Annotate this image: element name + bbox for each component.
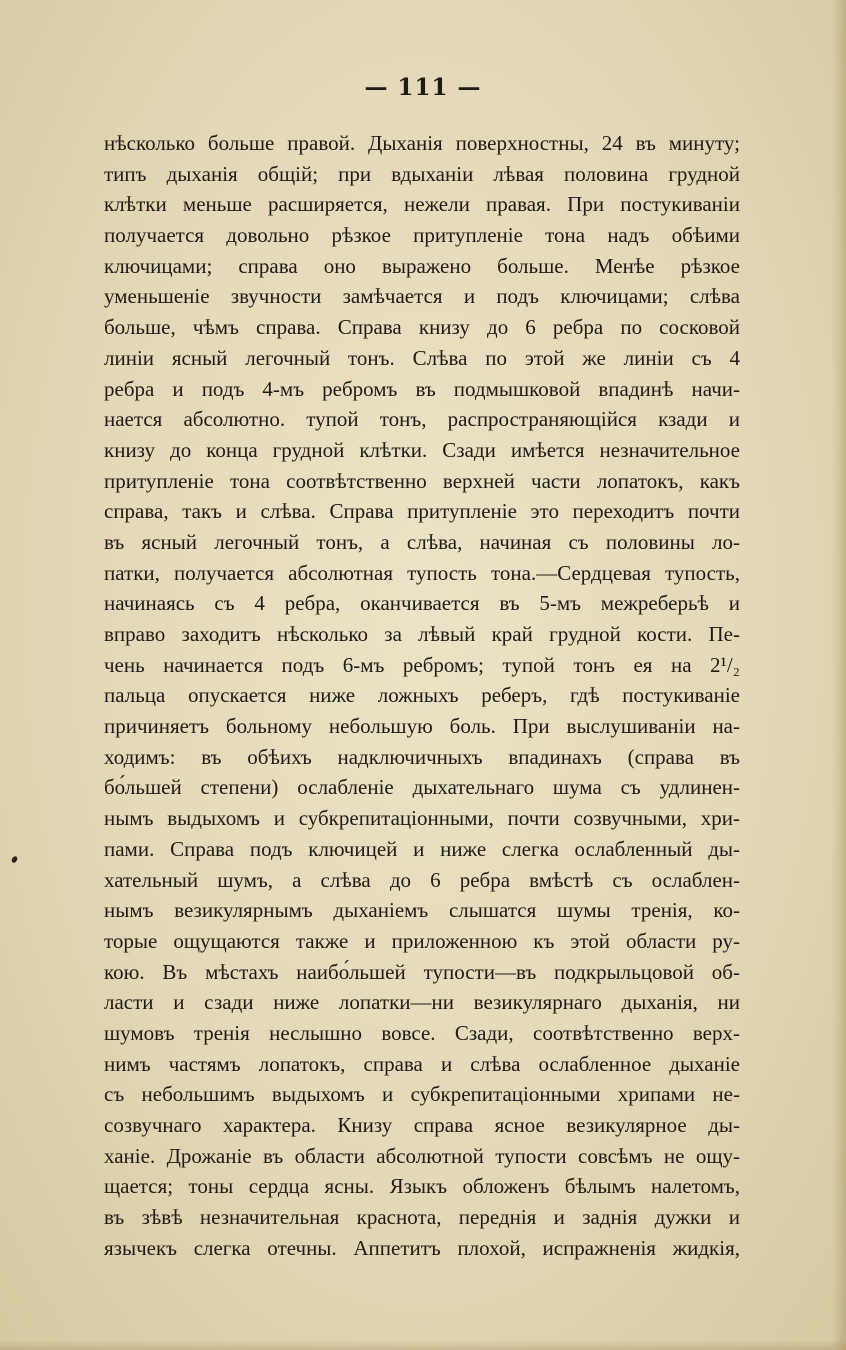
text-line: хательный шумъ, а слѣва до 6 ребра вмѣстѣ съ ослаблен-	[104, 867, 740, 892]
text-line: пами. Справа подъ ключицей и ниже слегка ослабленный ды-	[104, 836, 740, 861]
page-edge-shadow	[832, 0, 846, 1350]
ink-speck	[11, 855, 19, 864]
text-line: притупленіе тона соотвѣтственно верхней части лопатокъ, какъ	[104, 468, 740, 493]
text-line: чень начинается подъ 6-мъ ребромъ; тупой тонъ ея на 2¹/₂	[104, 652, 740, 677]
text-line: справа, такъ и слѣва. Справа притупленіе это переходитъ почти	[104, 499, 740, 524]
text-line: ходимъ: въ обѣихъ надключичныхъ впадинахъ (справа въ	[104, 744, 740, 769]
text-line: ханіе. Дрожаніе въ области абсолютной тупости совсѣмъ не ощу-	[104, 1143, 740, 1168]
text-line: нается абсолютно. тупой тонъ, распространяющійся кзади и	[104, 407, 740, 432]
body-text	[104, 128, 740, 1263]
text-line: ласти и сзади ниже лопатки—ни везикулярнаго дыханія, ни	[104, 990, 740, 1015]
text-line: уменьшеніе звучности замѣчается и подъ ключицами; слѣва	[104, 284, 740, 309]
text-line: нѣсколько больше правой. Дыханія поверхностны, 24 въ минуту;	[104, 131, 740, 155]
text-line: язычекъ слегка отечны. Аппетитъ плохой, испражненія жидкія,	[104, 1235, 740, 1260]
text-line: въ ясный легочный тонъ, а слѣва, начиная съ половины ло-	[104, 529, 740, 554]
page-number: — 111 —	[364, 74, 482, 101]
text-line: линіи ясный легочный тонъ. Слѣва по этой же линіи съ 4	[104, 345, 740, 370]
page-bottom-shadow	[0, 1340, 846, 1350]
text-line: больше, чѣмъ справа. Справа книзу до 6 ребра по сосковой	[104, 315, 740, 340]
text-line: вправо заходитъ нѣсколько за лѣвый край грудной кости. Пе-	[104, 622, 740, 646]
text-line: патки, получается абсолютная тупость тона.—Сердцевая тупость,	[104, 560, 740, 585]
text-line: нымъ выдыхомъ и субкрепитаціонными, почти созвучными, хри-	[104, 806, 740, 831]
text-line: нымъ везикулярнымъ дыханіемъ слышатся шумы тренія, ко-	[104, 898, 740, 923]
text-line: съ небольшимъ выдыхомъ и субкрепитаціонными хрипами не-	[104, 1082, 740, 1107]
text-line: ребра и подъ 4-мъ ребромъ въ подмышковой впадинѣ начи-	[104, 376, 740, 401]
text-line: щается; тоны сердца ясны. Языкъ обложенъ бѣлымъ налетомъ,	[104, 1174, 740, 1199]
text-line: бо́льшей степени) ослабленіе дыхательнаго шума съ удлинен-	[104, 775, 740, 800]
text-line: типъ дыханія общій; при вдыханіи лѣвая половина грудной	[104, 161, 740, 186]
text-line: начинаясь съ 4 ребра, оканчивается въ 5-мъ межреберьѣ и	[104, 591, 740, 616]
text-line: торые ощущаются также и приложенною къ этой области ру-	[104, 928, 740, 953]
text-line: причиняетъ больному небольшую боль. При выслушиваніи на-	[104, 714, 740, 739]
text-line: пальца опускается ниже ложныхъ реберъ, гдѣ постукиваніе	[104, 683, 740, 708]
text-line: въ зѣвѣ незначительная краснота, переднія и заднія дужки и	[104, 1205, 740, 1230]
text-line: шумовъ тренія неслышно вовсе. Сзади, соотвѣтственно верх-	[104, 1020, 740, 1045]
text-line: клѣтки меньше расширяется, нежели правая. При постукиваніи	[104, 192, 740, 217]
text-line: кою. Въ мѣстахъ наибо́льшей тупости—въ подкрыльцовой об-	[104, 959, 740, 984]
text-line: книзу до конца грудной клѣтки. Сзади имѣется незначительное	[104, 437, 740, 462]
text-line: нимъ частямъ лопатокъ, справа и слѣва ослабленное дыханіе	[104, 1051, 740, 1076]
text-line: ключицами; справа оно выражено больше. Менѣе рѣзкое	[104, 253, 740, 278]
text-line: получается довольно рѣзкое притупленіе тона надъ обѣими	[104, 223, 740, 248]
text-line: созвучнаго характера. Книзу справа ясное везикулярное ды-	[104, 1113, 740, 1137]
